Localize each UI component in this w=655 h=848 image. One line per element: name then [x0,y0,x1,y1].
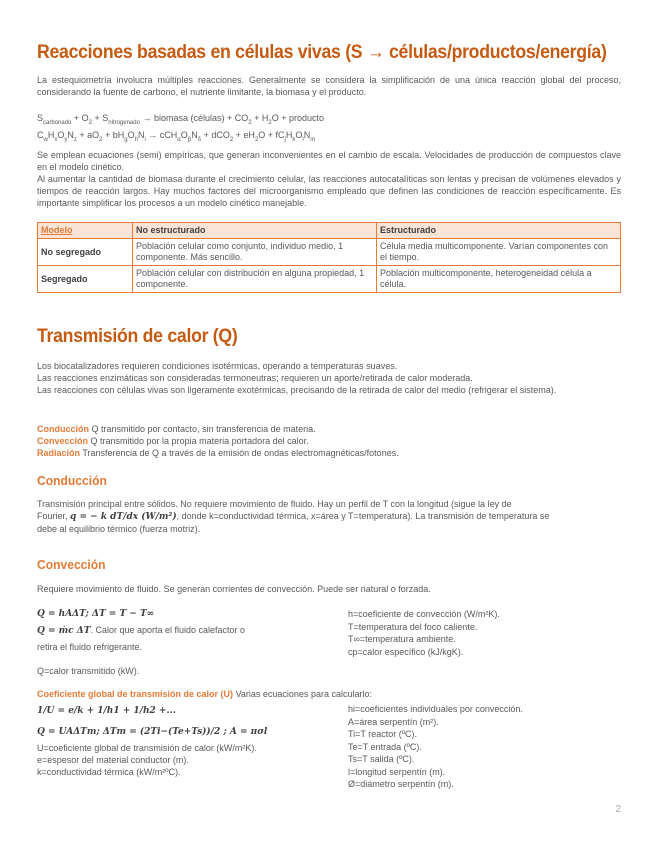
var-cp: cp=calor específico (kJ/kgK). [348,646,464,657]
table-row-header: No segregado [38,239,133,266]
paragraph-biomass: Al aumentar la cantidad de biomasa durante el crecimiento celular, las reacciones autocatalíticas son lentas y precisan de volúmenes elevados y tiempos de reacción largos. Hay muchos factores del microorganismo empleado que definen las condiciones de reacción específicamente. Es importante simplificar los procesos a un modelo cinético manejable. [37,174,621,208]
convection-formula: Q = hAΔT; ΔT = T − T∞ [37,609,155,619]
var-te: Te=T entrada (ºC). [348,741,422,752]
conduccion-text-end: debe al equilibrio térmico (fuerza motriz). [37,524,201,534]
subsection-title-conduccion: Conducción [37,473,107,488]
global-u-formula: 1/U = e/k + 1/h1 + 1/h2 +... [37,706,176,716]
table-header-cell: Modelo [38,223,133,239]
var-a: A=área serpentín (m²). [348,716,439,727]
intro-line: Las reacciones con células vivas son ligeramente exotérmicas, precisando de la retirada de calor del medio (refrigerar el sistema). [37,385,557,395]
paragraph-semi-empirical: Se emplean ecuaciones (semi) empíricas, que generan inconvenientes en el cambio de escala. Velocidades de producción de compuestos clave en el modelo cinético. [37,150,621,172]
equation-stoichiometric: $C_wH_xO_yN_z + aO_2 + bH_gO_hN_i \to cCH_\alpha O_\beta N_\delta + dCO_2 + eH_2O + fC_jH_kO_lN_m$ [37,129,316,143]
table-row-header: Segregado [38,266,133,293]
intro-paragraph: La estequiometría involucra múltiples reacciones. Generalmente se considera la simplificación de una única reacción global del proceso, considerando la fuente de carbono, el nutriente limitante, la biomasa y el producto. [37,75,621,97]
global-coefficient-heading: Coeficiente global de transmisión de calor (U) Varias ecuaciones para calcularlo: [37,689,372,699]
table-header-row [38,223,621,239]
model-table [37,222,621,293]
page-number: 2 [615,804,621,815]
fourier-formula: q = − k dT/dx (W/m²) [70,512,177,522]
enthalpy-formula-line: Q = ṁc ΔT. Calor que aporta el fluido calefactor o [37,625,246,636]
table-cell: Célula media multicomponente. Varían componentes con el tiempo. [377,239,621,266]
equation-general: $S_{carbonado} + O_2 + S_{nitrogenado}$ → biomasa (células) + $CO_2 + H_2O$ + producto [37,113,324,126]
table-cell: Población celular con distribución en alguna propiedad, 1 componente. [133,266,377,293]
definition-conduccion: Conducción Q transmitido por contacto, sin transferencia de materia. [37,424,316,434]
var-diameter: Ø=diámetro serpentín (m). [348,779,454,789]
table-row [38,266,621,293]
var-k: k=conductividad térmica (kW/m²ºC). [37,767,181,777]
table-cell: Población celular como conjunto, individuo medio, 1 componente. Más sencillo. [133,239,377,266]
var-t-inf: T∞=temperatura ambiente. [348,634,456,644]
table-row [38,239,621,266]
conduccion-fourier: Fourier, q = − k dT/dx (W/m²), donde k=conductividad térmica, x=área y T=temperatura). La transmisión de temperatura se [37,511,550,522]
intro-line: Los biocatalizadores requieren condiciones isotérmicas, operando a temperaturas suaves. [37,361,398,371]
subsection-title-conveccion: Convección [37,557,106,572]
section-title-calor: Transmisión de calor (Q) [37,326,238,347]
table-cell: Población multicomponente, heterogeneidad célula a célula. [377,266,621,293]
var-ts: Ts=T salida (ºC). [348,754,415,764]
var-hi: hi=coeficientes individuales por convección. [348,704,523,714]
table-header-cell: Estructurado [377,223,621,239]
var-u: U=coeficiente global de transmisión de calor (kW/m²K). [37,743,257,753]
definition-conveccion: Convección Q transmitido por la propia materia portadora del calor. [37,436,309,446]
var-h: h=coeficiente de convección (W/m²K). [348,609,500,619]
conduccion-text: Transmisión principal entre sólidos. No requiere movimiento de fluido. Hay un perfil de T con la longitud (sigue la ley de [37,499,512,509]
var-e: e=espesor del material conductor (m). [37,755,189,765]
var-t: T=temperatura del foco caliente. [348,621,478,632]
intro-line: Las reacciones enzimáticas son consideradas termoneutras; requieren un aporte/retirada de calor moderada. [37,373,473,383]
conveccion-text: Requiere movimiento de fluido. Se generan corrientes de convección. Puede ser natural o forzada. [37,584,431,594]
table-header-cell: No estructurado [133,223,377,239]
var-l: l=longitud serpentín (m). [348,766,446,777]
q-definition: Q=calor transmitido (kW). [37,666,140,676]
heat-exchange-formula: Q = UAΔTm; ΔTm = (2Ti−(Te+Ts))/2 ; A = πσl [37,727,268,737]
definition-radiacion: Radiación Transferencia de Q a través de la emisión de ondas electromagnéticas/fotones. [37,448,399,458]
enthalpy-formula-text: retira el fluido refrigerante. [37,642,143,652]
var-ti: Ti=T reactor (ºC). [348,729,418,739]
section-title-reacciones: Reacciones basadas en células vivas (S → células/productos/energía) [37,42,607,63]
